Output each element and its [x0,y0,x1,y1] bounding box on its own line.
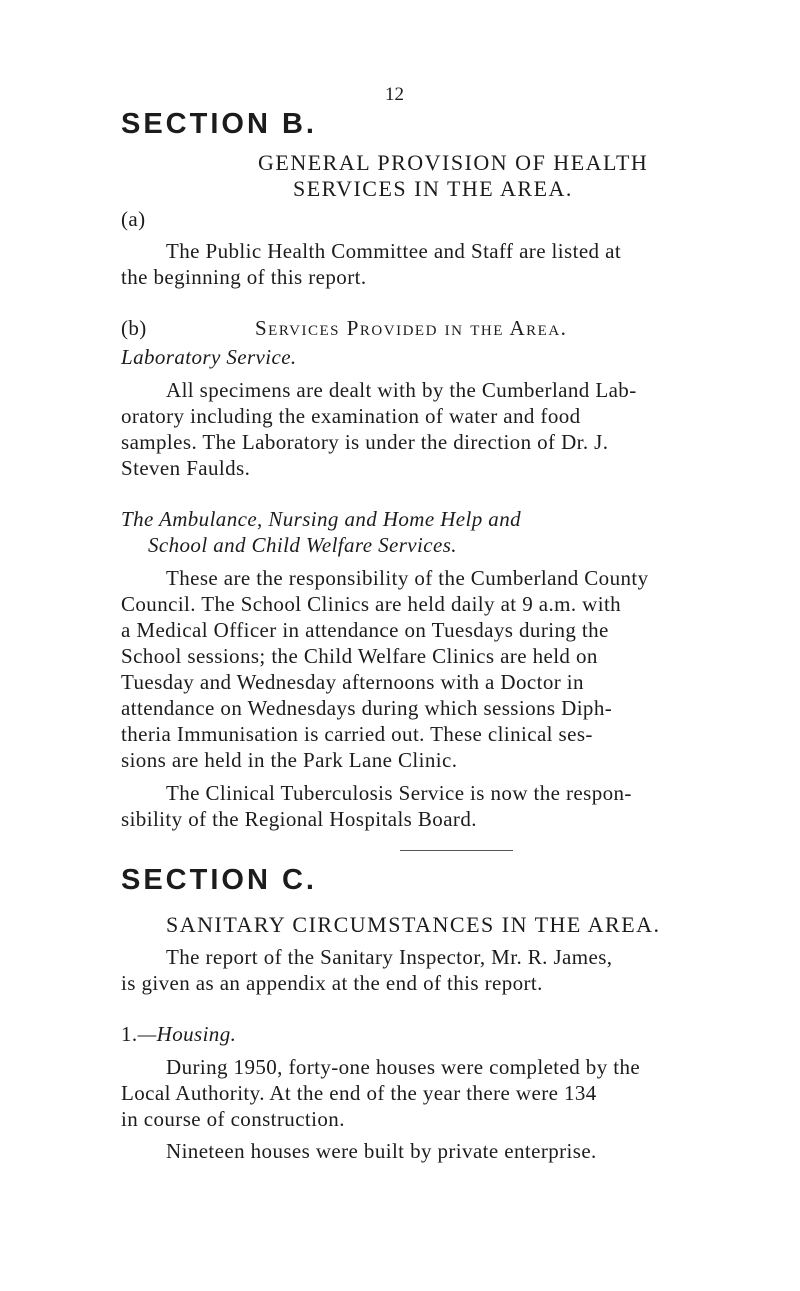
housing-para-line: Local Authority. At the end of the year there were 134 [121,1081,597,1105]
intro-para-line: The report of the Sanitary Inspector, Mr. R. James, [166,945,613,969]
ambulance-para-line: Tuesday and Wednesday afternoons with a Doctor in [121,670,584,694]
lab-para-line: Steven Faulds. [121,456,251,480]
services-heading: Services Provided in the Area. [255,316,568,340]
tb-para-line: The Clinical Tuberculosis Service is now the respon- [166,781,632,805]
ambulance-heading-line: The Ambulance, Nursing and Home Help and [121,507,521,531]
housing-number: 1. [121,1022,138,1046]
laboratory-heading: Laboratory Service. [121,345,297,369]
lab-para-line: samples. The Laboratory is under the direction of Dr. J. [121,430,609,454]
housing-para-line: During 1950, forty-one houses were completed by the [166,1055,641,1079]
ambulance-para-line: a Medical Officer in attendance on Tuesdays during the [121,618,609,642]
lab-para-line: oratory including the examination of water and food [121,404,581,428]
section-c-title: SECTION C. [121,864,317,896]
marker-b: (b) [121,316,147,340]
ambulance-heading-line: School and Child Welfare Services. [148,533,457,557]
section-b-heading-line2: SERVICES IN THE AREA. [293,176,573,201]
para-a-line: The Public Health Committee and Staff are listed at [166,239,622,263]
tb-para-line: sibility of the Regional Hospitals Board. [121,807,477,831]
section-c-heading: SANITARY CIRCUMSTANCES IN THE AREA. [166,912,661,937]
ambulance-para-line: Council. The School Clinics are held daily at 9 a.m. with [121,592,622,616]
lab-para-line: All specimens are dealt with by the Cumberland Lab- [166,378,637,402]
private-para-line: Nineteen houses were built by private enterprise. [166,1139,597,1163]
ambulance-para-line: attendance on Wednesdays during which sessions Diph- [121,696,613,720]
housing-para-line: in course of construction. [121,1107,345,1131]
housing-title: —Housing. [137,1022,237,1046]
ambulance-para-line: theria Immunisation is carried out. These clinical ses- [121,722,593,746]
para-a-line: the beginning of this report. [121,265,367,289]
marker-a: (a) [121,207,146,231]
section-divider [400,850,513,851]
ambulance-para-line: These are the responsibility of the Cumberland County [166,566,649,590]
intro-para-line: is given as an appendix at the end of this report. [121,971,543,995]
ambulance-para-line: School sessions; the Child Welfare Clinics are held on [121,644,598,668]
ambulance-para-line: sions are held in the Park Lane Clinic. [121,748,458,772]
housing-heading [121,1022,236,1047]
section-b-title: SECTION B. [121,108,317,140]
page-number: 12 [385,84,404,105]
section-b-heading-line1: GENERAL PROVISION OF HEALTH [258,150,649,175]
